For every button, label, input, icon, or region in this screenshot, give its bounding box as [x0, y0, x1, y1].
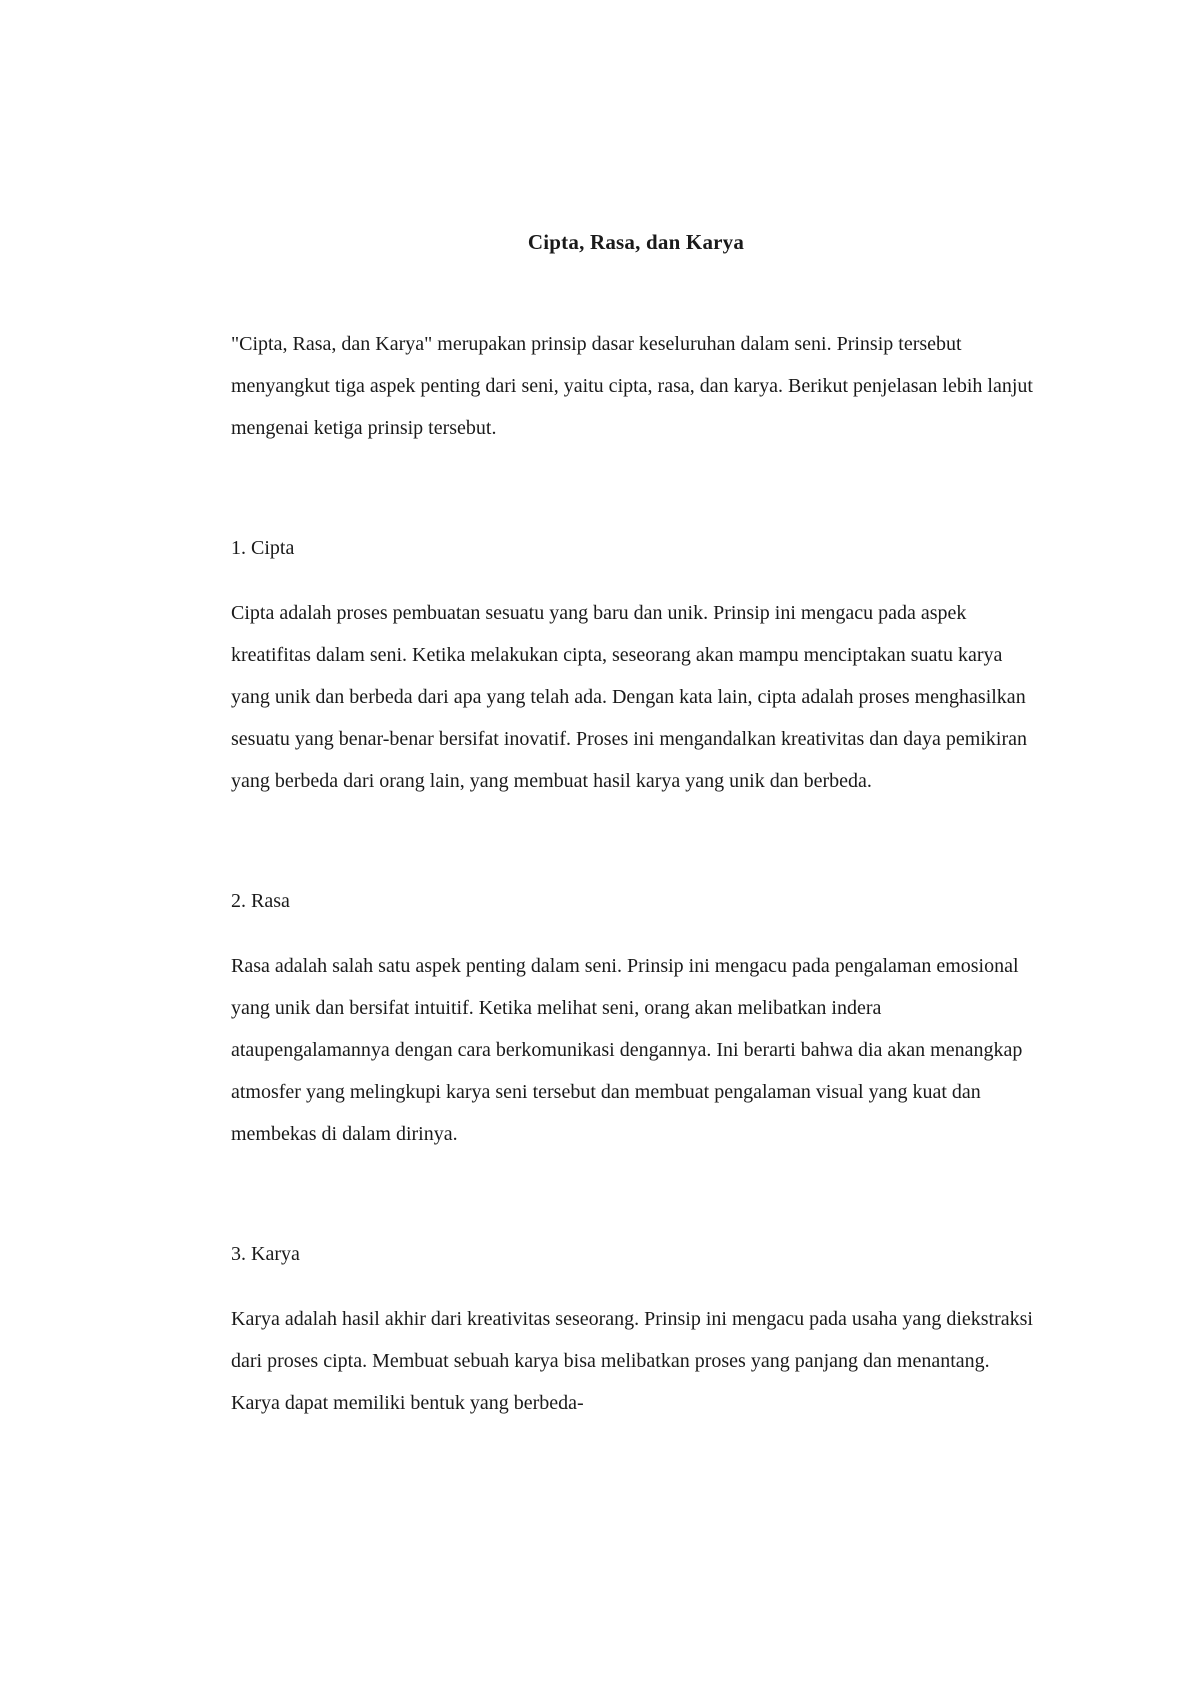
intro-paragraph: "Cipta, Rasa, dan Karya" merupakan prinsip dasar keseluruhan dalam seni. Prinsip tersebut menyangkut tiga aspek penting dari seni, yaitu cipta, rasa, dan karya. Berikut penjelasan lebih lanjut mengenai ketiga prinsip tersebut.	[231, 333, 1033, 439]
section-karya	[231, 1240, 1041, 1424]
section-rasa	[231, 887, 1041, 1155]
section-body-rasa: Rasa adalah salah satu aspek penting dalam seni. Prinsip ini mengacu pada pengalaman emosional yang unik dan bersifat intuitif. Ketika melihat seni, orang akan melibatkan indera ataupengalamannya dengan cara berkomunikasi dengannya. Ini berarti bahwa dia akan menangkap atmosfer yang melingkupi karya seni tersebut dan membuat pengalaman visual yang kuat dan membekas di dalam dirinya.	[231, 955, 1023, 1145]
section-cipta	[231, 534, 1041, 802]
section-body-karya: Karya adalah hasil akhir dari kreativitas seseorang. Prinsip ini mengacu pada usaha yang diekstraksi dari proses cipta. Membuat sebuah karya bisa melibatkan proses yang panjang dan menantang. Karya dapat memiliki bentuk yang berbeda-	[231, 1308, 1033, 1414]
section-heading-karya: 3. Karya	[231, 1243, 300, 1265]
document-title: Cipta, Rasa, dan Karya	[527, 230, 745, 254]
section-heading-cipta: 1. Cipta	[231, 537, 295, 559]
section-heading-rasa: 2. Rasa	[231, 890, 290, 912]
section-body-cipta: Cipta adalah proses pembuatan sesuatu yang baru dan unik. Prinsip ini mengacu pada aspek kreatifitas dalam seni. Ketika melakukan cipta, seseorang akan mampu menciptakan suatu karya yang unik dan berbeda dari apa yang telah ada. Dengan kata lain, cipta adalah proses menghasilkan sesuatu yang benar-benar bersifat inovatif. Proses ini mengandalkan kreativitas dan daya pemikiran yang berbeda dari orang lain, yang membuat hasil karya yang unik dan berbeda.	[231, 602, 1027, 792]
document-body	[231, 228, 1041, 1424]
